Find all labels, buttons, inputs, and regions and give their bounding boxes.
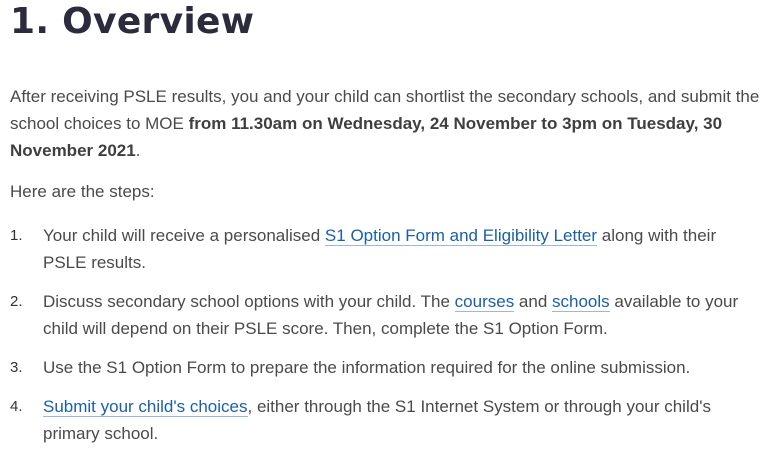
submit-choices-link[interactable]: Submit your child's choices xyxy=(43,397,248,416)
step-number: 1. xyxy=(10,227,23,244)
option-form-link[interactable]: S1 Option Form and Eligibility Letter xyxy=(324,226,598,245)
list-item xyxy=(10,393,762,447)
step-text: along with their PSLE results. xyxy=(43,226,717,272)
intro-date-range: from 11.30am on Wednesday, 24 November to 3pm on Tuesday, 30 November 2021 xyxy=(10,114,723,160)
list-item xyxy=(10,222,762,276)
list-item xyxy=(10,288,762,342)
schools-link[interactable]: schools xyxy=(552,292,610,311)
section-heading: 1. Overview xyxy=(10,1,255,42)
steps-list xyxy=(10,222,762,459)
step-text: Your child will receive a personalised xyxy=(43,226,325,245)
step-text: Discuss secondary school options with your child. The xyxy=(43,292,455,311)
intro-period: . xyxy=(135,141,141,160)
courses-link[interactable]: courses xyxy=(454,292,515,311)
step-number: 3. xyxy=(10,359,23,376)
step-text: and xyxy=(514,292,553,311)
step-text: , either through the S1 Internet System or through your child's primary school. xyxy=(43,397,711,443)
list-item xyxy=(10,354,762,381)
step-number: 4. xyxy=(10,398,23,415)
intro-paragraph xyxy=(10,83,762,164)
step-number: 2. xyxy=(10,293,23,310)
step-text: available to your child will depend on their PSLE score. Then, complete the S1 Option Form. xyxy=(43,292,739,338)
step-text: Use the S1 Option Form to prepare the information required for the online submission. xyxy=(43,358,691,377)
intro-text: After receiving PSLE results, you and your child can shortlist the secondary schools, and submit the school choices to MOE xyxy=(10,87,760,133)
steps-label: Here are the steps: xyxy=(10,182,155,201)
